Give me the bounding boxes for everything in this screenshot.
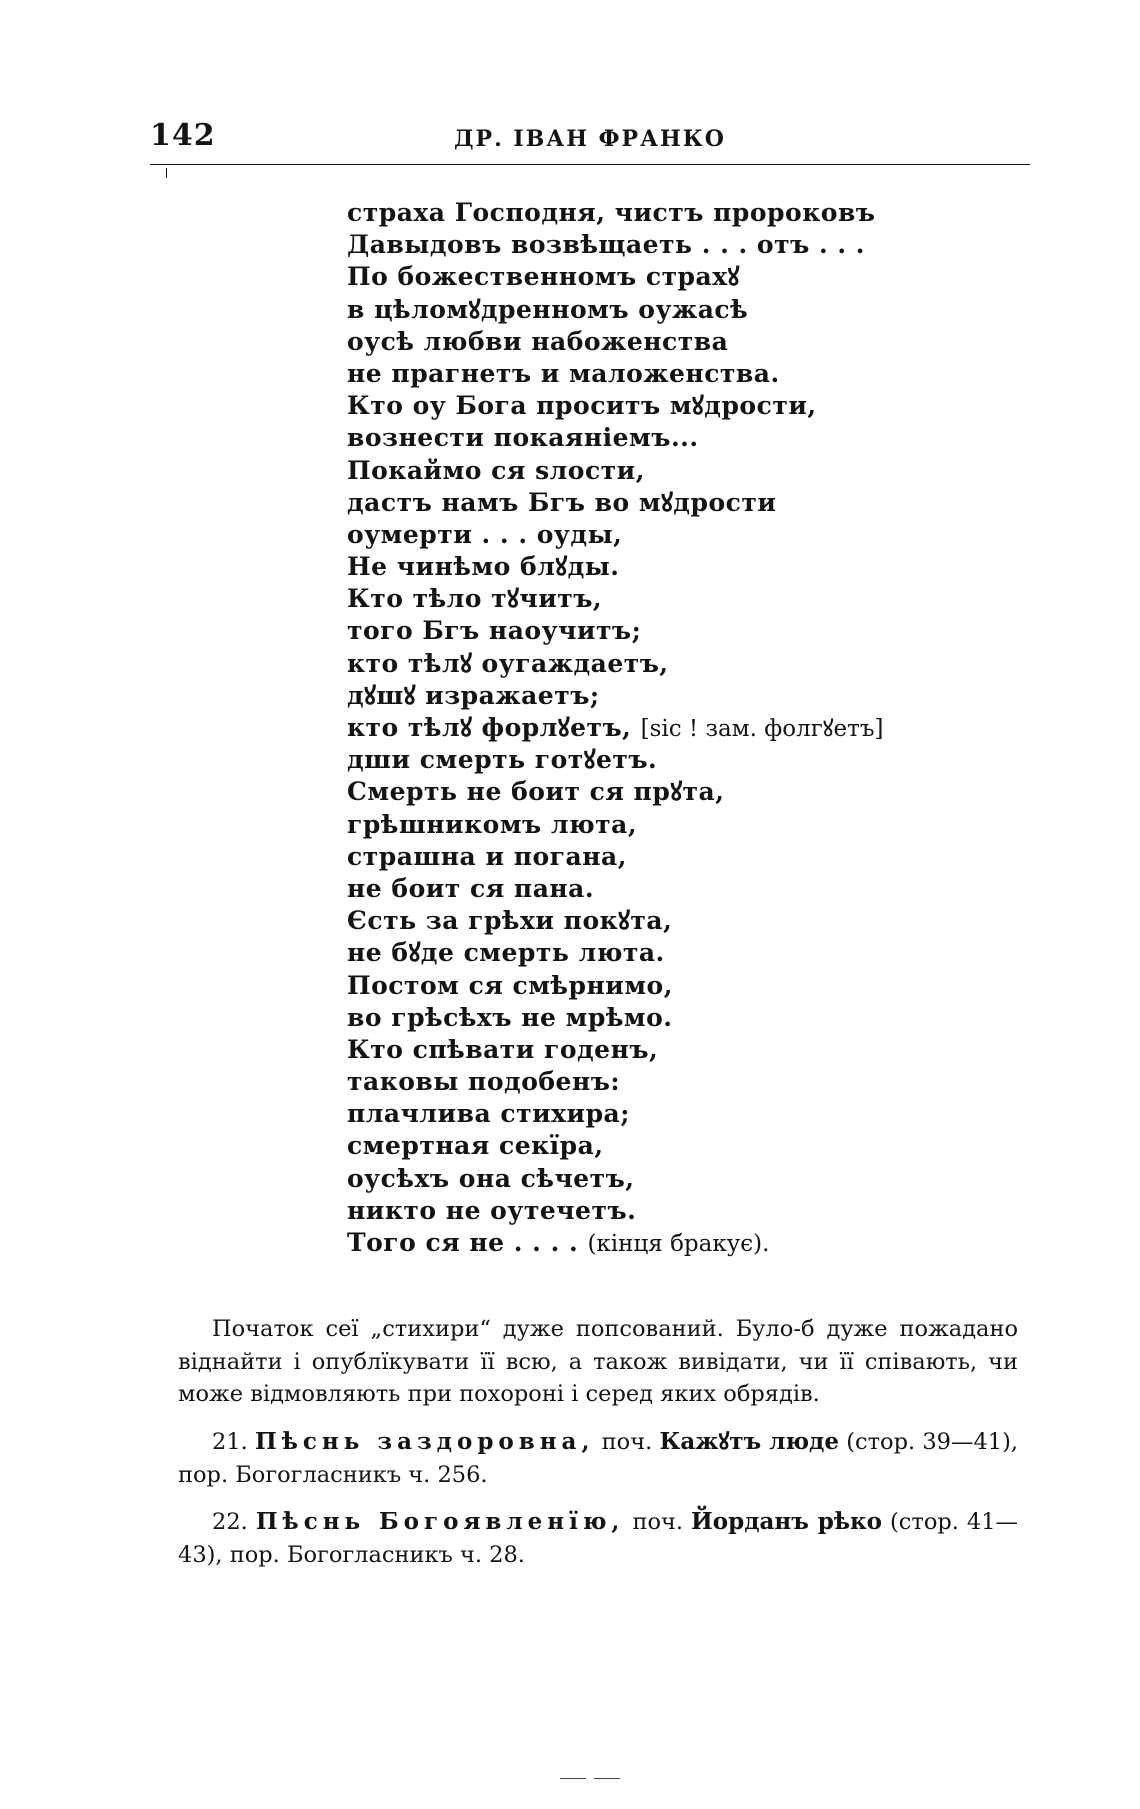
poem-line-text: По божественномъ страхꙋ [347,262,740,292]
footer-mark [560,1778,620,1779]
poem-line [347,326,1047,358]
poem-line-text: грѣшникомъ люта, [347,809,638,839]
poem-line [347,261,1047,293]
poem-line [347,1066,1047,1098]
poem-line-text: таковы подобенъ: [347,1067,621,1097]
poem-line [347,1098,1047,1130]
header-rule [150,164,1030,165]
poem-line-text: дастъ намъ Бгъ во мꙋдрости [347,487,777,517]
poem-line-text: Давыдовъ возвѣщаеть . . . отъ . . . [347,230,866,260]
rule-tick-mark [166,168,167,178]
poem-line [347,519,1047,551]
running-head [0,0,1140,200]
poem-line-text: не прагнетъ и маложенства. [347,358,780,388]
poem-line [347,873,1047,905]
poem-line [347,680,1047,712]
poem-line [347,712,1047,744]
poem-line-text: не боит ся пана. [347,873,595,903]
poem-line-text: смертная секїра, [347,1131,604,1161]
poem-line [347,422,1047,454]
entry-21 [178,1426,1018,1491]
poem-line [347,583,1047,615]
running-title: ДР. ІВАН ФРАНКО [454,126,726,152]
poem-line-text: никто не оутечетъ. [347,1195,637,1225]
poem-line-text: кто тѣлꙋ оугаждаетъ, [347,648,669,678]
poem-line-text: Кто тѣло тꙋчитъ, [347,584,603,614]
entry-incipit: Кажꙋтъ люде [659,1428,839,1455]
poem-text [347,197,1047,1259]
poem-line [347,294,1047,326]
poem-line-text: Не чинѣмо блꙋды. [347,552,620,582]
poem-line [347,776,1047,808]
page-number: 142 [150,118,216,153]
poem-line-text: страха Господня, чистъ пророковъ [347,198,876,227]
poem-line-text: вознести покаянiемъ... [347,423,699,453]
poem-line [347,937,1047,969]
entry-number: 21. [212,1429,248,1455]
poem-line-text: Кто спѣвати годенъ, [347,1034,659,1064]
poem-line [347,197,1047,229]
poem-line-text: плачлива стихира; [347,1099,630,1129]
poem-line [347,1130,1047,1162]
poem-line [347,841,1047,873]
poem-line [347,487,1047,519]
editorial-note: [sic ! зам. фолгꙋетъ] [640,716,884,742]
poem-line-text: Покаймо ся ѕлости, [347,455,645,485]
poem-line [347,615,1047,647]
poem-line-text: Кто оу Бога проситъ мꙋдрости, [347,391,817,421]
entry-incipit: Йорданъ рѣко [691,1508,882,1535]
poem-line-text: не бꙋде смерть люта. [347,938,665,968]
poem-line-text: кто тѣлꙋ форлꙋетъ, [347,713,632,742]
entry-incipit-prefix: поч. [601,1429,653,1455]
poem-line [347,551,1047,583]
poem-line-text: Єсть за грѣхи покꙋта, [347,906,673,936]
poem-line [347,1195,1047,1227]
poem-line [347,905,1047,937]
entry-incipit-prefix: поч. [632,1509,684,1535]
poem-line-text: того Бгъ наоучитъ; [347,616,642,646]
poem-line-text: дши смерть готꙋетъ. [347,745,658,775]
poem-line-text: во грѣсѣхъ не мрѣмо. [347,1002,673,1032]
poem-line-text: Постом ся смѣрнимо, [347,970,673,1000]
editorial-note: (кінця бракує). [587,1231,770,1257]
entry-title: Пѣснь заздоровна, [255,1428,595,1455]
entry-number: 22. [212,1509,248,1535]
poem-line [347,1034,1047,1066]
poem-line [347,229,1047,261]
poem-line [347,358,1047,390]
poem-line-text: дꙋшꙋ изражаетъ; [347,680,600,710]
poem-line [347,648,1047,680]
poem-line [347,970,1047,1002]
poem-line [347,1002,1047,1034]
poem-line [347,1163,1047,1195]
entry-reference: (стор. 39—41), пор. Богогласникъ ч. 256. [178,1429,1019,1488]
poem-line [347,809,1047,841]
entry-reference: (стор. 41—43), пор. Богогласникъ ч. 28. [178,1509,1019,1568]
poem-line-text: в цѣломꙋдренномъ оужасѣ [347,294,749,324]
commentary-paragraph: Початок сеї „стихири“ дуже попсований. Було-б дуже пожадано віднайти і опублїкувати її всю, а також вивідати, чи її співають, чи може відмовляють при похороні і серед яких обрядів. [178,1316,1018,1407]
poem-line [347,1227,1047,1259]
entry-22 [178,1506,1018,1571]
poem-line-text: оумерти . . . оуды, [347,519,623,549]
poem-line-text: оусѣхъ она сѣчетъ, [347,1163,635,1193]
entry-title: Пѣснь Богоявленїю, [255,1508,625,1535]
poem-line-text: страшна и погана, [347,841,627,871]
poem-line-text: Того ся не . . . . [347,1228,579,1257]
poem-line [347,390,1047,422]
poem-line-text: Смерть не боит ся прꙋта, [347,777,725,807]
poem-line [347,744,1047,776]
poem-line-text: оусѣ любви набоженства [347,326,729,356]
poem-line [347,455,1047,487]
